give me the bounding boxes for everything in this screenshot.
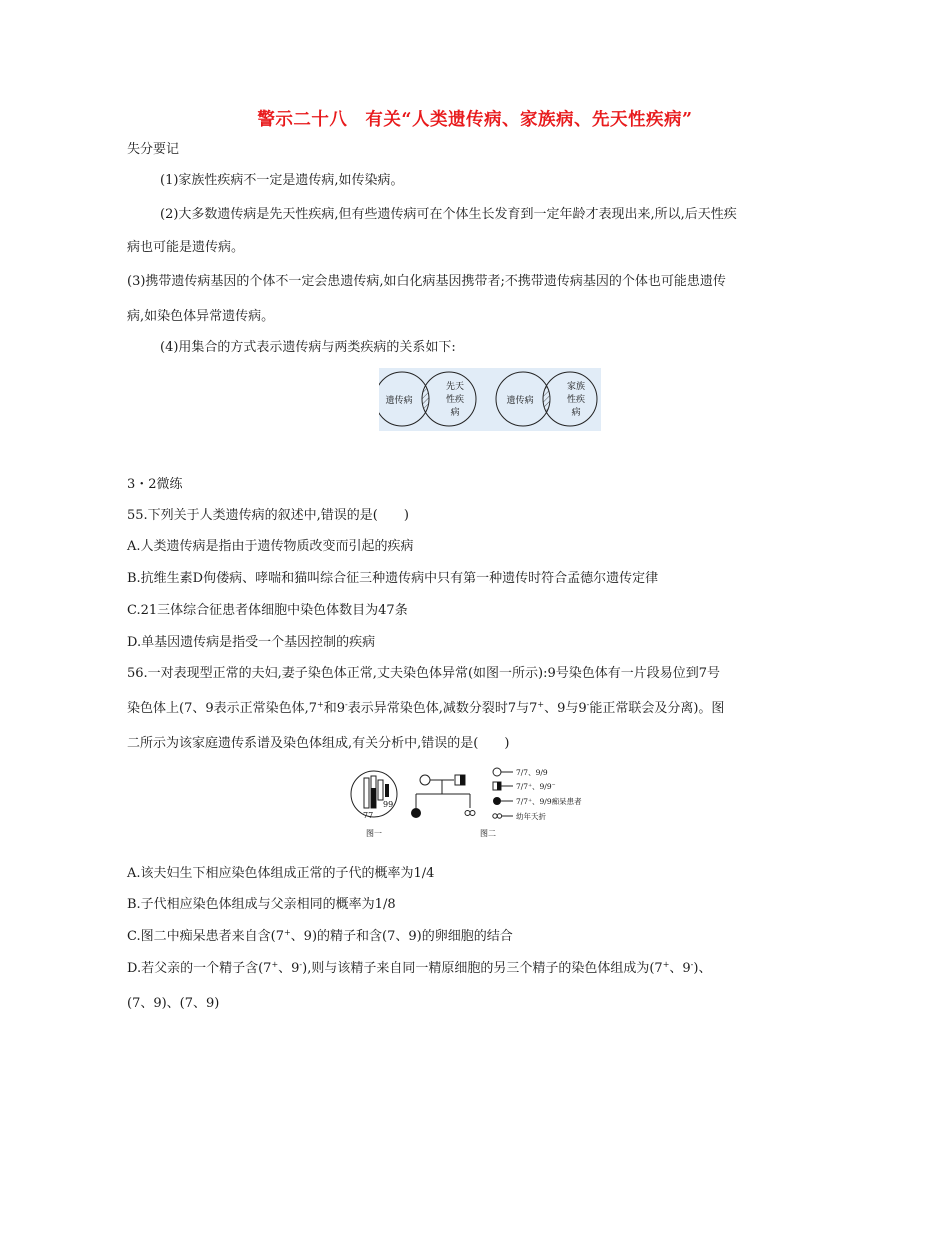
venn-left-b-line-3: 病 <box>450 408 460 418</box>
venn-left-b-line-1: 先天 <box>445 382 465 392</box>
q56-stem-line-1: 56.一对表现型正常的夫妇,妻子染色体正常,丈夫染色体异常(如图一所示):9号染色体有一片段易位到7号 <box>127 666 721 681</box>
section-practice: 3・2微练 <box>127 477 183 492</box>
q56-option-a: A.该夫妇生下相应染色体组成正常的子代的概率为1/4 <box>127 866 435 881</box>
venn-figure <box>379 368 601 431</box>
q56-option-c: C.图二中痴呆患者来自含(7+、9)的精子和含(7、9)的卵细胞的结合 <box>127 928 513 944</box>
q56-option-d-line-2: (7、9)、(7、9) <box>127 996 220 1011</box>
figure-2-caption: 图二 <box>480 829 496 838</box>
q55-option-b: B.抗维生素D佝偻病、哮喘和猫叫综合征三种遗传病中只有第一种遗传时符合孟德尔遗传定律 <box>127 571 659 586</box>
point-3-line-1: (3)携带遗传病基因的个体不一定会患遗传病,如白化病基因携带者;不携带遗传病基因的个体也可能患遗传 <box>127 274 726 289</box>
section-heading-error: 失分要记 <box>127 142 180 157</box>
q55-option-a: A.人类遗传病是指由于遗传物质改变而引起的疾病 <box>127 539 414 554</box>
legend-entry-4: 幼年夭折 <box>516 812 546 821</box>
venn-right-b-line-1: 家族 <box>566 382 586 392</box>
q55-stem: 55.下列关于人类遗传病的叙述中,错误的是( ) <box>127 508 409 523</box>
figure-2-pedigree <box>411 775 496 838</box>
figure-1-chromosomes <box>351 771 397 838</box>
point-2-line-1: (2)大多数遗传病是先天性疾病,但有些遗传病可在个体生长发育到一定年龄才表现出来,所以,后天性疾 <box>160 207 737 222</box>
point-3-line-2: 病,如染色体异常遗传病。 <box>127 309 275 324</box>
venn-right-a-label: 遗传病 <box>506 396 534 406</box>
venn-left-b-line-2: 性疾 <box>445 395 465 405</box>
point-4: (4)用集合的方式表示遗传病与两类疾病的关系如下: <box>160 340 456 355</box>
point-2-line-2: 病也可能是遗传病。 <box>127 240 245 255</box>
q55-option-c: C.21三体综合征患者体细胞中染色体数目为47条 <box>127 603 408 618</box>
q55-option-d: D.单基因遗传病是指受一个基因控制的疾病 <box>127 635 376 650</box>
page-title: 警示二十八 有关“人类遗传病、家族病、先天性疾病” <box>257 110 693 130</box>
legend-entry-1: 7/7、9/9 <box>516 768 548 777</box>
q56-option-b: B.子代相应染色体组成与父亲相同的概率为1/8 <box>127 897 396 912</box>
legend-entry-2: 7/7⁺、9/9⁻ <box>516 782 556 791</box>
q56-option-d-line-1: D.若父亲的一个精子含(7+、9-),则与该精子来自同一精原细胞的另三个精子的染色体组成为(7+、9-)、 <box>127 960 712 976</box>
q56-stem-line-2: 染色体上(7、9表示正常染色体,7+和9-表示异常染色体,减数分裂时7与7+、9与9-能正常联会及分离)。图 <box>127 700 725 716</box>
venn-left-a-label: 遗传病 <box>385 396 413 406</box>
q56-stem-line-3: 二所示为该家庭遗传系谱及染色体组成,有关分析中,错误的是( ) <box>127 736 510 751</box>
pedigree-figure <box>350 764 600 840</box>
pedigree-legend <box>493 768 582 821</box>
figure-1-label-99: 99 <box>383 800 394 809</box>
venn-right-b-line-2: 性疾 <box>566 395 586 405</box>
venn-right-b-line-3: 病 <box>571 408 581 418</box>
venn-right <box>496 372 597 426</box>
figure-1-label-77: 77 <box>363 811 374 820</box>
legend-entry-3: 7/7⁺、9/9痴呆患者 <box>516 797 582 806</box>
figure-1-caption: 图一 <box>366 829 382 838</box>
venn-left <box>379 372 476 426</box>
point-1: (1)家族性疾病不一定是遗传病,如传染病。 <box>160 173 404 188</box>
